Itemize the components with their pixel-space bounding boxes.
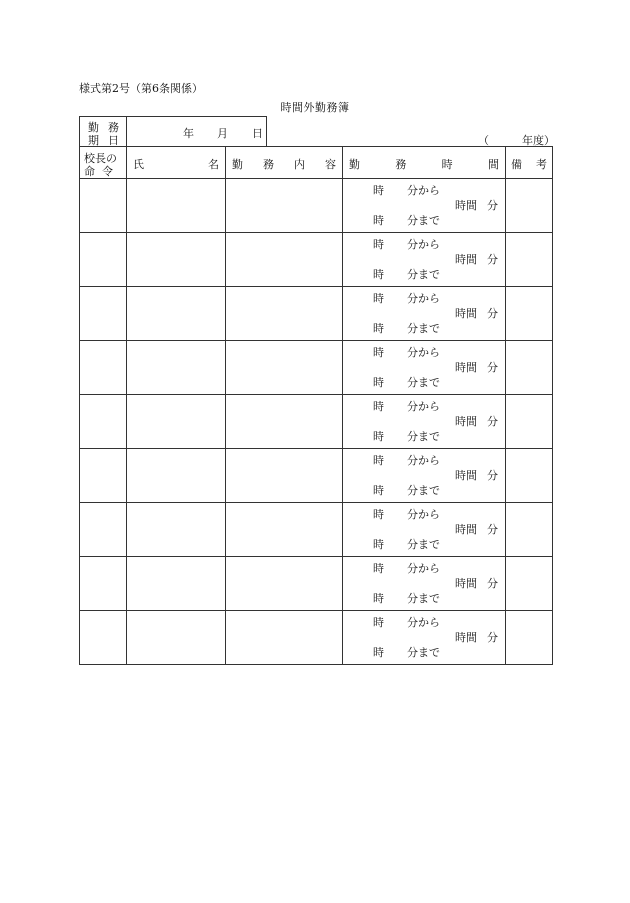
work-content-cell[interactable] xyxy=(226,557,343,611)
header-content-char: 務 xyxy=(263,158,274,171)
principal-command-cell[interactable] xyxy=(80,611,127,665)
remarks-cell[interactable] xyxy=(506,287,553,341)
header-principal-command xyxy=(80,147,127,179)
header-command-line2: 命令 xyxy=(84,165,120,178)
work-hours-cell[interactable] xyxy=(343,503,506,557)
header-content-char: 内 xyxy=(294,158,305,171)
start-hour-label: 時 xyxy=(373,454,384,467)
end-hour-label: 時 xyxy=(373,538,384,551)
work-content-cell[interactable] xyxy=(226,287,343,341)
name-cell[interactable] xyxy=(127,557,226,611)
remarks-cell[interactable] xyxy=(506,503,553,557)
remarks-cell[interactable] xyxy=(506,341,553,395)
name-cell[interactable] xyxy=(127,341,226,395)
document-title: 時間外勤務簿 xyxy=(280,101,350,114)
end-hour-label: 時 xyxy=(373,484,384,497)
total-minutes-label: 分 xyxy=(487,307,498,320)
day-label: 日 xyxy=(252,127,263,140)
work-content-cell[interactable] xyxy=(226,233,343,287)
form-number-label: 様式第2号（第6条関係） xyxy=(79,82,203,95)
work-date-label-line2: 期日 xyxy=(88,134,128,147)
work-content-cell[interactable] xyxy=(226,611,343,665)
header-work-content xyxy=(226,147,343,179)
header-name-char: 氏 xyxy=(133,158,144,171)
header-command-line1: 校長の xyxy=(84,152,117,165)
header-remarks-char: 考 xyxy=(536,158,547,171)
name-cell[interactable] xyxy=(127,233,226,287)
end-hour-label: 時 xyxy=(373,214,384,227)
start-hour-label: 時 xyxy=(373,562,384,575)
start-hour-label: 時 xyxy=(373,238,384,251)
start-hour-label: 時 xyxy=(373,508,384,521)
total-minutes-label: 分 xyxy=(487,469,498,482)
end-minute-label: 分まで xyxy=(407,484,440,497)
header-remarks xyxy=(506,147,553,179)
table-row xyxy=(80,503,553,557)
principal-command-cell[interactable] xyxy=(80,341,127,395)
total-minutes-label: 分 xyxy=(487,361,498,374)
work-hours-cell[interactable] xyxy=(343,179,506,233)
table-row xyxy=(80,611,553,665)
fiscal-year-label: （ 年度） xyxy=(478,134,555,147)
start-minute-label: 分から xyxy=(407,292,440,305)
start-hour-label: 時 xyxy=(373,184,384,197)
principal-command-cell[interactable] xyxy=(80,179,127,233)
principal-command-cell[interactable] xyxy=(80,449,127,503)
header-remarks-char: 備 xyxy=(511,158,522,171)
end-hour-label: 時 xyxy=(373,322,384,335)
total-hours-label: 時間 xyxy=(455,307,477,320)
start-hour-label: 時 xyxy=(373,616,384,629)
end-minute-label: 分まで xyxy=(407,538,440,551)
header-content-char: 勤 xyxy=(232,158,243,171)
table-row xyxy=(80,395,553,449)
name-cell[interactable] xyxy=(127,179,226,233)
work-hours-cell[interactable] xyxy=(343,611,506,665)
end-hour-label: 時 xyxy=(373,646,384,659)
name-cell[interactable] xyxy=(127,449,226,503)
start-minute-label: 分から xyxy=(407,184,440,197)
table-row xyxy=(80,287,553,341)
work-hours-cell[interactable] xyxy=(343,557,506,611)
table-row xyxy=(80,341,553,395)
total-hours-label: 時間 xyxy=(455,253,477,266)
start-minute-label: 分から xyxy=(407,238,440,251)
total-hours-label: 時間 xyxy=(455,415,477,428)
header-content-char: 容 xyxy=(325,158,336,171)
name-cell[interactable] xyxy=(127,395,226,449)
start-minute-label: 分から xyxy=(407,508,440,521)
work-hours-cell[interactable] xyxy=(343,449,506,503)
total-minutes-label: 分 xyxy=(487,631,498,644)
header-hours-char: 務 xyxy=(395,158,407,171)
start-hour-label: 時 xyxy=(373,400,384,413)
remarks-cell[interactable] xyxy=(506,449,553,503)
table-row xyxy=(80,233,553,287)
header-hours-char: 勤 xyxy=(349,158,360,171)
end-hour-label: 時 xyxy=(373,376,384,389)
remarks-cell[interactable] xyxy=(506,179,553,233)
total-minutes-label: 分 xyxy=(487,523,498,536)
work-content-cell[interactable] xyxy=(226,503,343,557)
total-hours-label: 時間 xyxy=(455,469,477,482)
work-content-cell[interactable] xyxy=(226,449,343,503)
principal-command-cell[interactable] xyxy=(80,557,127,611)
end-hour-label: 時 xyxy=(373,430,384,443)
principal-command-cell[interactable] xyxy=(80,287,127,341)
table-row xyxy=(80,449,553,503)
end-minute-label: 分まで xyxy=(407,430,440,443)
table-row xyxy=(80,557,553,611)
total-hours-label: 時間 xyxy=(455,523,477,536)
total-minutes-label: 分 xyxy=(487,577,498,590)
total-minutes-label: 分 xyxy=(487,199,498,212)
overtime-log-table xyxy=(79,146,553,665)
start-minute-label: 分から xyxy=(407,616,440,629)
remarks-cell[interactable] xyxy=(506,611,553,665)
table-row xyxy=(80,179,553,233)
remarks-cell[interactable] xyxy=(506,395,553,449)
end-hour-label: 時 xyxy=(373,268,384,281)
work-date-label xyxy=(80,117,127,146)
work-hours-cell[interactable] xyxy=(343,287,506,341)
end-minute-label: 分まで xyxy=(407,592,440,605)
end-minute-label: 分まで xyxy=(407,646,440,659)
header-hours-char: 間 xyxy=(487,158,499,171)
name-cell[interactable] xyxy=(127,503,226,557)
remarks-cell[interactable] xyxy=(506,557,553,611)
header-name-char: 名 xyxy=(208,158,219,171)
end-minute-label: 分まで xyxy=(407,214,440,227)
table-header-row xyxy=(80,147,553,179)
principal-command-cell[interactable] xyxy=(80,503,127,557)
work-content-cell[interactable] xyxy=(226,179,343,233)
principal-command-cell[interactable] xyxy=(80,395,127,449)
principal-command-cell[interactable] xyxy=(80,233,127,287)
start-minute-label: 分から xyxy=(407,400,440,413)
total-hours-label: 時間 xyxy=(455,361,477,374)
total-minutes-label: 分 xyxy=(487,415,498,428)
end-minute-label: 分まで xyxy=(407,376,440,389)
name-cell[interactable] xyxy=(127,287,226,341)
total-minutes-label: 分 xyxy=(487,253,498,266)
total-hours-label: 時間 xyxy=(455,577,477,590)
header-name xyxy=(127,147,226,179)
work-date-box xyxy=(79,116,267,146)
start-hour-label: 時 xyxy=(373,346,384,359)
start-minute-label: 分から xyxy=(407,454,440,467)
end-hour-label: 時 xyxy=(373,592,384,605)
header-hours-char: 時 xyxy=(441,158,453,171)
start-hour-label: 時 xyxy=(373,292,384,305)
work-content-cell[interactable] xyxy=(226,395,343,449)
work-content-cell[interactable] xyxy=(226,341,343,395)
year-label: 年 xyxy=(183,127,194,140)
total-hours-label: 時間 xyxy=(455,631,477,644)
end-minute-label: 分まで xyxy=(407,268,440,281)
remarks-cell[interactable] xyxy=(506,233,553,287)
month-label: 月 xyxy=(217,127,228,140)
total-hours-label: 時間 xyxy=(455,199,477,212)
name-cell[interactable] xyxy=(127,611,226,665)
work-hours-cell[interactable] xyxy=(343,233,506,287)
start-minute-label: 分から xyxy=(407,346,440,359)
end-minute-label: 分まで xyxy=(407,322,440,335)
work-date-label-line1: 勤務 xyxy=(88,121,128,134)
start-minute-label: 分から xyxy=(407,562,440,575)
work-hours-cell[interactable] xyxy=(343,341,506,395)
header-work-hours xyxy=(343,147,506,179)
work-hours-cell[interactable] xyxy=(343,395,506,449)
